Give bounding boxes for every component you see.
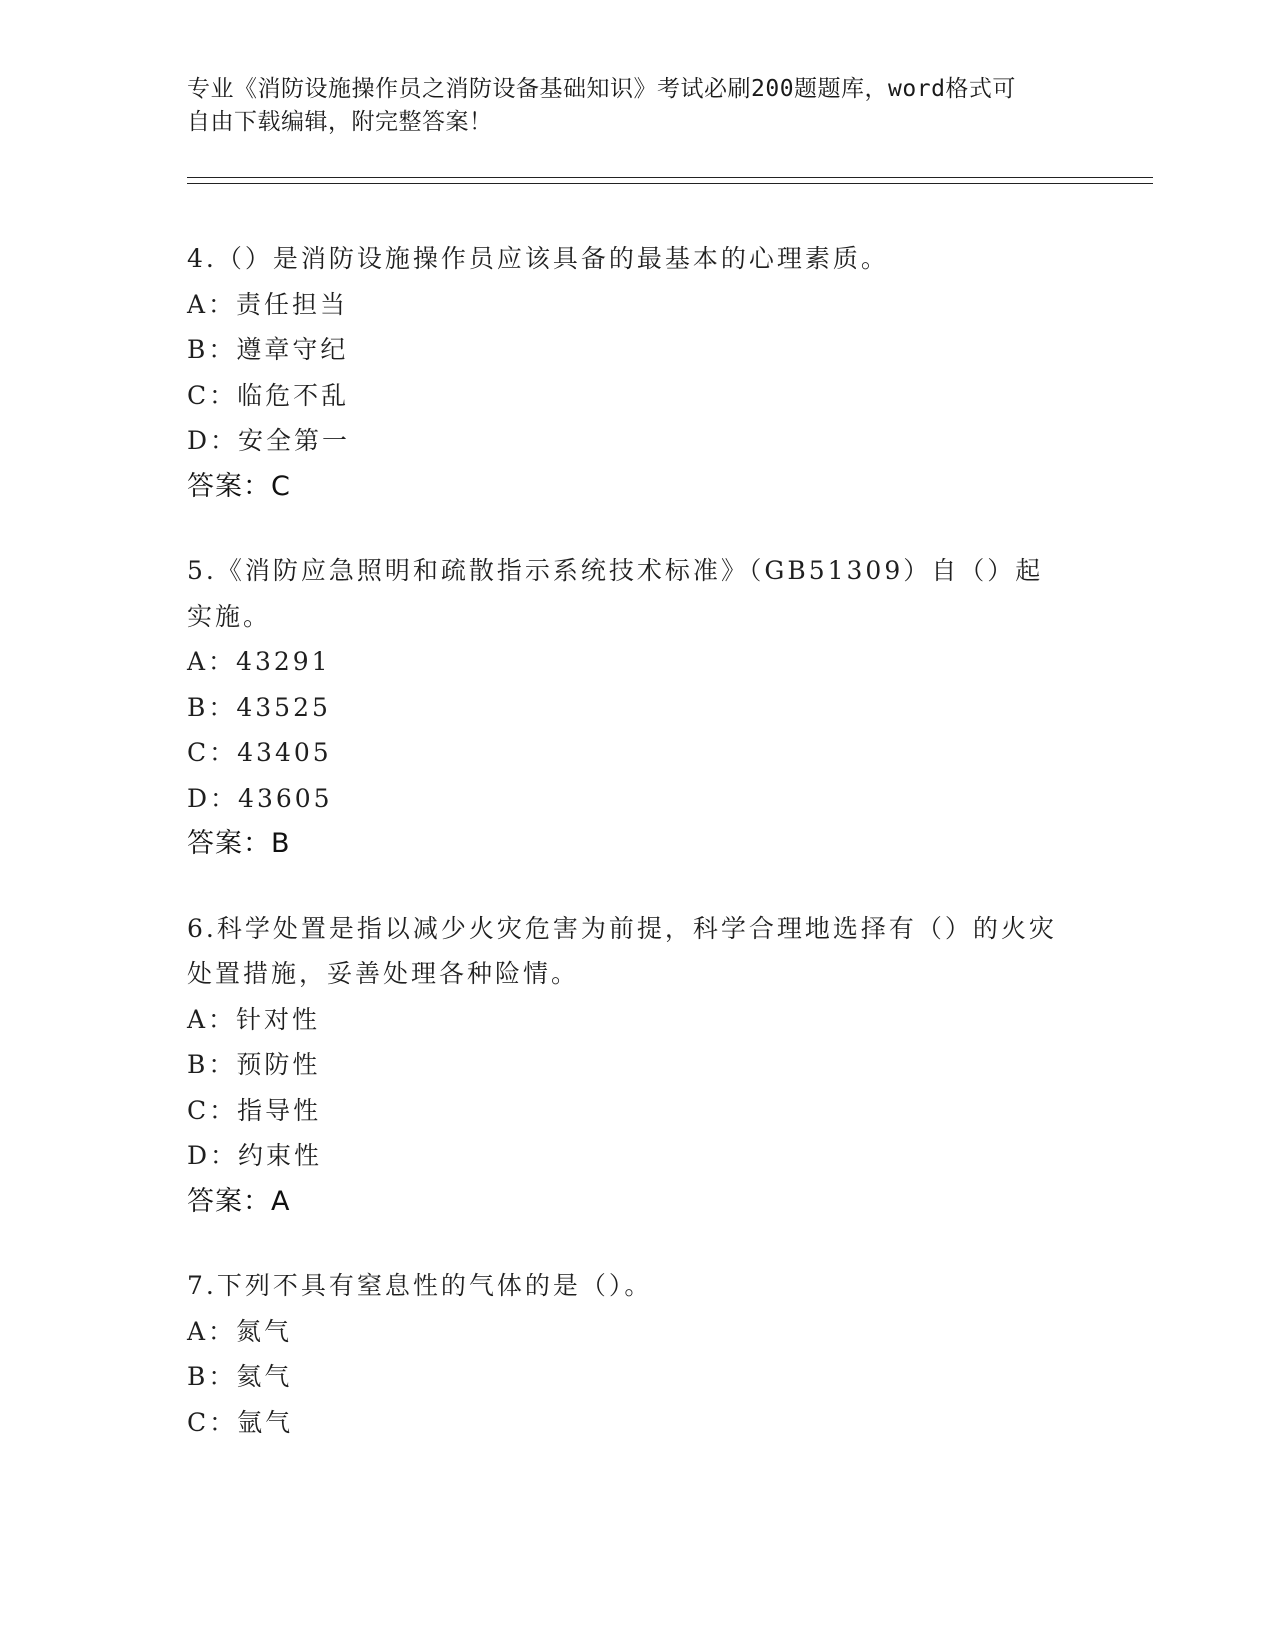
- option-b: B：遵章守纪: [187, 335, 349, 364]
- option-d: D：约束性: [187, 1141, 323, 1170]
- option-c: C：临危不乱: [187, 380, 350, 410]
- question-stem: 6.科学处置是指以减少火灾危害为前提，科学合理地选择有（）的火灾处置措施，妥善处理各种险情。: [187, 913, 1057, 988]
- document-header: [187, 73, 1067, 139]
- question-stem: 4.（）是消防设施操作员应该具备的最基本的心理素质。: [187, 244, 889, 273]
- option-b: B：预防性: [187, 1050, 321, 1079]
- question-item: [187, 548, 1087, 867]
- option-a: A：氮气: [187, 1316, 293, 1346]
- option-b: B：43525: [187, 692, 331, 722]
- answer-line: 答案：A: [187, 1185, 291, 1217]
- option-d: D：安全第一: [187, 426, 351, 455]
- answer-line: 答案：B: [187, 828, 291, 859]
- header-title-line-1: 专业《消防设施操作员之消防设备基础知识》考试必刷200题题库，word格式可: [187, 76, 1016, 102]
- option-a: A：针对性: [187, 1004, 321, 1034]
- option-c: C：43405: [187, 738, 332, 767]
- option-a: A：43291: [187, 647, 331, 676]
- answer-line: 答案：C: [187, 470, 291, 502]
- header-divider-bottom: [187, 183, 1153, 184]
- question-list: [187, 236, 1087, 1484]
- question-stem: 7.下列不具有窒息性的气体的是（）。: [187, 1271, 653, 1300]
- option-d: D：43605: [187, 783, 333, 813]
- question-item: [187, 1263, 1087, 1445]
- option-c: C：氩气: [187, 1407, 294, 1437]
- question-item: [187, 236, 1087, 509]
- question-item: [187, 906, 1087, 1225]
- option-c: C：指导性: [187, 1095, 322, 1125]
- header-title-line-2: 自由下载编辑，附完整答案！: [187, 109, 493, 135]
- option-a: A：责任担当: [187, 289, 349, 319]
- option-b: B：氦气: [187, 1362, 293, 1391]
- header-divider-top: [187, 177, 1153, 178]
- question-stem: 5.《消防应急照明和疏散指示系统技术标准》（GB51309）自（）起实施。: [187, 556, 1044, 631]
